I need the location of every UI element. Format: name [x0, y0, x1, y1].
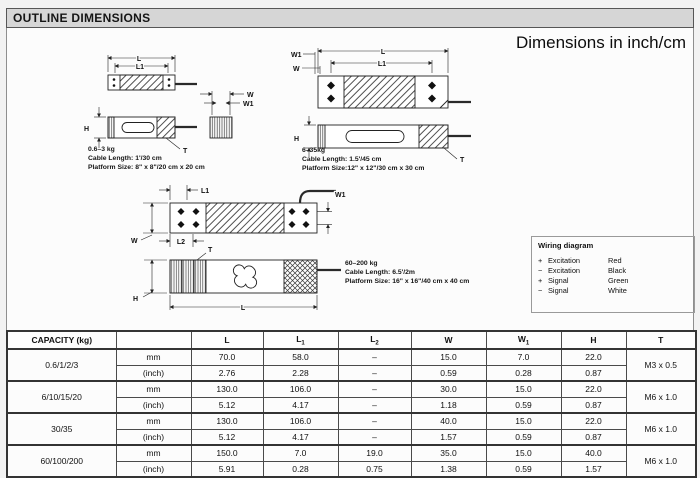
- value-cell-inch: 0.59: [486, 461, 561, 477]
- value-cell-inch: 1.38: [411, 461, 486, 477]
- column-header: $W_1$: [486, 331, 561, 349]
- dim-label-T: T: [183, 148, 188, 155]
- unit-cell: mm: [116, 445, 191, 461]
- value-cell-inch: 0.87: [561, 429, 626, 445]
- value-cell-inch: 1.57: [561, 461, 626, 477]
- thread-cell: M6 x 1.0: [626, 413, 696, 445]
- value-cell-mm: 30.0: [411, 381, 486, 397]
- value-cell-mm: 70.0: [191, 349, 263, 365]
- dim-label-H: H: [84, 126, 90, 133]
- platform-size: Platform Size: 16" x 16"/40 cm x 40 cm: [345, 277, 470, 285]
- value-cell-mm: 15.0: [486, 445, 561, 461]
- small-cell-top-view: [108, 75, 197, 90]
- dim-label-W: W: [293, 66, 300, 73]
- value-cell-mm: 7.0: [263, 445, 338, 461]
- cable: [300, 191, 336, 203]
- value-cell-inch: 5.12: [191, 429, 263, 445]
- value-cell-mm: 106.0: [263, 381, 338, 397]
- dogbone-cutout: [122, 123, 154, 133]
- value-cell-inch: 5.91: [191, 461, 263, 477]
- drawing-small-cell: [84, 55, 254, 155]
- wire-sign: +: [538, 256, 543, 265]
- wiring-title: Wiring diagram: [538, 241, 594, 250]
- wire-color: Red: [608, 256, 622, 265]
- value-cell-inch: –: [338, 365, 411, 381]
- wire-name: Excitation: [548, 256, 581, 265]
- value-cell-mm: 35.0: [411, 445, 486, 461]
- column-header: $L_2$: [338, 331, 411, 349]
- value-cell-mm: 19.0: [338, 445, 411, 461]
- value-cell-inch: 1.57: [411, 429, 486, 445]
- dim-label-T: T: [208, 247, 213, 254]
- unit-cell: mm: [116, 349, 191, 365]
- value-cell-mm: 58.0: [263, 349, 338, 365]
- value-cell-mm: 40.0: [561, 445, 626, 461]
- dim-label-W1: W1: [335, 192, 346, 199]
- table-row: [7, 413, 696, 429]
- value-cell-mm: 150.0: [191, 445, 263, 461]
- table-row: [7, 349, 696, 365]
- value-cell-mm: 15.0: [486, 381, 561, 397]
- dim-label-H: H: [133, 296, 139, 303]
- capacity-cell: 60/100/200: [7, 445, 116, 477]
- dim-label-L1: L1: [135, 64, 145, 71]
- wire-sign: −: [538, 266, 543, 275]
- column-header: T: [626, 331, 696, 349]
- dim-label-L1: L1: [201, 188, 210, 195]
- thread-cell: M6 x 1.0: [626, 381, 696, 413]
- wire-sign: −: [538, 286, 543, 295]
- value-cell-inch: 0.87: [561, 397, 626, 413]
- dim-label-L: L: [136, 56, 142, 63]
- capacity-range: 6–35kg: [302, 147, 326, 154]
- table-row: [7, 445, 696, 461]
- wire-sign: +: [538, 276, 543, 285]
- unit-cell: mm: [116, 413, 191, 429]
- value-cell-inch: 0.75: [338, 461, 411, 477]
- large-cell-side-view: [133, 258, 341, 312]
- wire-color: White: [608, 286, 627, 295]
- dim-label-L: L: [380, 49, 386, 56]
- caption-medium-cell: [302, 147, 424, 173]
- dim-label-L2: L2: [176, 239, 186, 246]
- dim-label-L1: L1: [377, 61, 387, 68]
- dim-label-W1: W1: [291, 52, 302, 59]
- drawing-large-cell: [131, 185, 346, 312]
- platform-size: Platform Size:12" x 12"/30 cm x 30 cm: [302, 164, 425, 172]
- capacity-range: 0.6–3 kg: [88, 146, 115, 153]
- value-cell-inch: 0.59: [411, 365, 486, 381]
- value-cell-mm: 22.0: [561, 349, 626, 365]
- capacity-cell: 0.6/1/2/3: [7, 349, 116, 381]
- section-title: OUTLINE DIMENSIONS: [13, 11, 151, 25]
- value-cell-mm: 7.0: [486, 349, 561, 365]
- value-cell-mm: 130.0: [191, 413, 263, 429]
- unit-cell: (inch): [116, 461, 191, 477]
- value-cell-mm: 15.0: [411, 349, 486, 365]
- value-cell-mm: –: [338, 413, 411, 429]
- value-cell-mm: 22.0: [561, 413, 626, 429]
- thread-cell: M6 x 1.0: [626, 445, 696, 477]
- wire-color: Green: [608, 276, 629, 285]
- wire-name: Signal: [548, 286, 569, 295]
- dim-label-L: L: [240, 305, 246, 312]
- dimensions-table: [6, 330, 697, 478]
- wire-name: Excitation: [548, 266, 581, 275]
- value-cell-mm: 130.0: [191, 381, 263, 397]
- caption-large-cell: [345, 260, 469, 286]
- dim-label-W1: W1: [243, 101, 254, 108]
- value-cell-mm: –: [338, 349, 411, 365]
- wiring-row: [538, 266, 694, 276]
- unit-cell: (inch): [116, 397, 191, 413]
- medium-cell-top-view: [318, 76, 471, 108]
- dim-label-T: T: [460, 157, 465, 164]
- value-cell-inch: 2.76: [191, 365, 263, 381]
- dim-label-W: W: [131, 238, 138, 245]
- value-cell-inch: 5.12: [191, 397, 263, 413]
- value-cell-mm: 106.0: [263, 413, 338, 429]
- wiring-row: [538, 256, 694, 266]
- table-row: [7, 381, 696, 397]
- capacity-cell: 6/10/15/20: [7, 381, 116, 413]
- cable-length: Cable Length: 6.5'/2m: [345, 268, 415, 276]
- dim-label-W: W: [247, 92, 254, 99]
- value-cell-inch: 4.17: [263, 429, 338, 445]
- value-cell-mm: 15.0: [486, 413, 561, 429]
- value-cell-inch: 0.87: [561, 365, 626, 381]
- cable-length: Cable Length: 1'/30 cm: [88, 154, 162, 162]
- value-cell-mm: 40.0: [411, 413, 486, 429]
- value-cell-inch: –: [338, 429, 411, 445]
- medium-cell-dims: [291, 48, 448, 74]
- wire-color: Black: [608, 266, 627, 275]
- wiring-row: [538, 286, 694, 296]
- section-title-bar: [6, 8, 694, 28]
- table-header-row: [7, 331, 696, 349]
- unit-cell: mm: [116, 381, 191, 397]
- value-cell-inch: –: [338, 397, 411, 413]
- units-note: Dimensions in inch/cm: [515, 33, 686, 52]
- dim-label-H: H: [294, 136, 300, 143]
- column-header: CAPACITY (kg): [7, 331, 116, 349]
- value-cell-mm: 22.0: [561, 381, 626, 397]
- cable-length: Cable Length: 1.5'/45 cm: [302, 155, 382, 163]
- column-header: $L_1$: [263, 331, 338, 349]
- column-header: W: [411, 331, 486, 349]
- small-cell-end-view: [200, 91, 254, 138]
- value-cell-inch: 0.28: [263, 461, 338, 477]
- capacity-cell: 30/35: [7, 413, 116, 445]
- unit-cell: (inch): [116, 365, 191, 381]
- large-cell-top-view: [170, 191, 336, 233]
- small-cell-length-dims: [108, 55, 175, 73]
- unit-cell: (inch): [116, 429, 191, 445]
- column-header: H: [561, 331, 626, 349]
- capacity-range: 60–200 kg: [345, 260, 378, 267]
- wire-name: Signal: [548, 276, 569, 285]
- value-cell-mm: –: [338, 381, 411, 397]
- column-header: [116, 331, 191, 349]
- value-cell-inch: 4.17: [263, 397, 338, 413]
- value-cell-inch: 0.59: [486, 429, 561, 445]
- table-body: [7, 349, 696, 477]
- dogbone-cutout: [346, 131, 404, 143]
- value-cell-inch: 1.18: [411, 397, 486, 413]
- wiring-diagram: [531, 236, 695, 313]
- thread-cell: M3 x 0.5: [626, 349, 696, 381]
- value-cell-inch: 2.28: [263, 365, 338, 381]
- platform-size: Platform Size: 8" x 8"/20 cm x 20 cm: [88, 163, 205, 171]
- wiring-row: [538, 276, 694, 286]
- caption-small-cell: [88, 146, 205, 172]
- column-header: L: [191, 331, 263, 349]
- value-cell-inch: 0.59: [486, 397, 561, 413]
- value-cell-inch: 0.28: [486, 365, 561, 381]
